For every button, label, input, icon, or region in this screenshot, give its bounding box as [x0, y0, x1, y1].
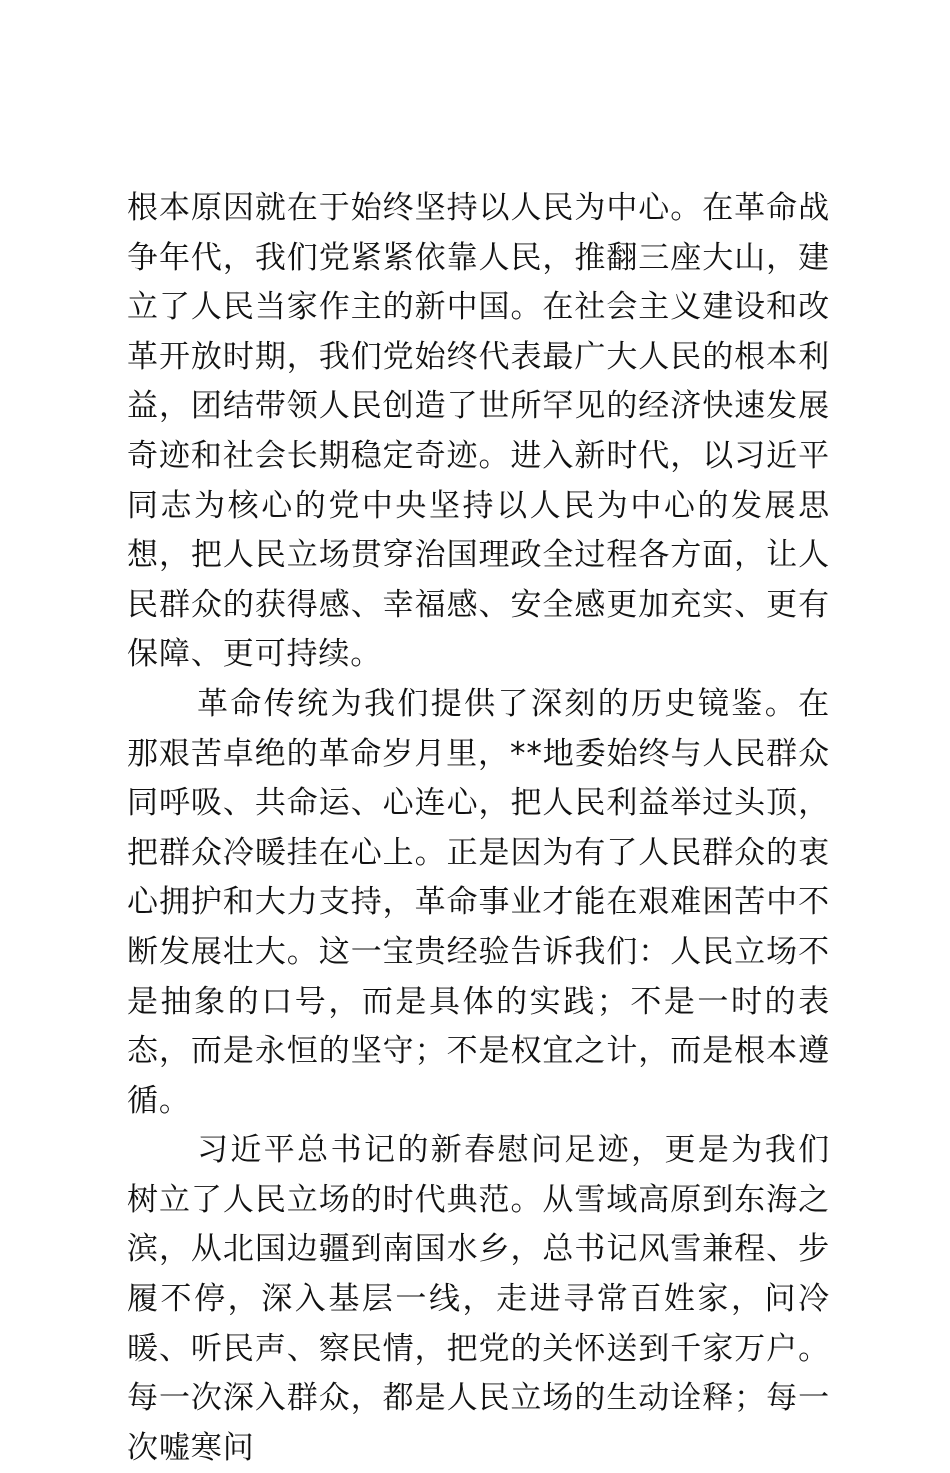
paragraph-1: 根本原因就在于始终坚持以人民为中心。在革命战争年代，我们党紧紧依靠人民，推翻三座大山，建立了人民当家作主的新中国。在社会主义建设和改革开放时期，我们党始终代表最广大人民的根本利益，团结带领人民创造了世所罕见的经济快速发展奇迹和社会长期稳定奇迹。进入新时代，以习近平同志为核心的党中央坚持以人民为中心的发展思想，把人民立场贯穿治国理政全过程各方面，让人民群众的获得感、幸福感、安全感更加充实、更有保障、更可持续。	[127, 190, 830, 673]
document-body	[127, 184, 830, 1473]
paragraph-3: 习近平总书记的新春慰问足迹，更是为我们树立了人民立场的时代典范。从雪域高原到东海之滨，从北国边疆到南国水乡，总书记风雪兼程、步履不停，深入基层一线，走进寻常百姓家，问冷暖、听民声、察民情，把党的关怀送到千家万户。每一次深入群众，都是人民立场的生动诠释；每一次嘘寒问	[127, 1132, 830, 1466]
paragraph-2: 革命传统为我们提供了深刻的历史镜鉴。在那艰苦卓绝的革命岁月里，**地委始终与人民群众同呼吸、共命运、心连心，把人民利益举过头顶，把群众冷暖挂在心上。正是因为有了人民群众的衷心拥护和大力支持，革命事业才能在艰难困苦中不断发展壮大。这一宝贵经验告诉我们：人民立场不是抽象的口号，而是具体的实践；不是一时的表态，而是永恒的坚守；不是权宜之计，而是根本遵循。	[127, 685, 830, 1119]
